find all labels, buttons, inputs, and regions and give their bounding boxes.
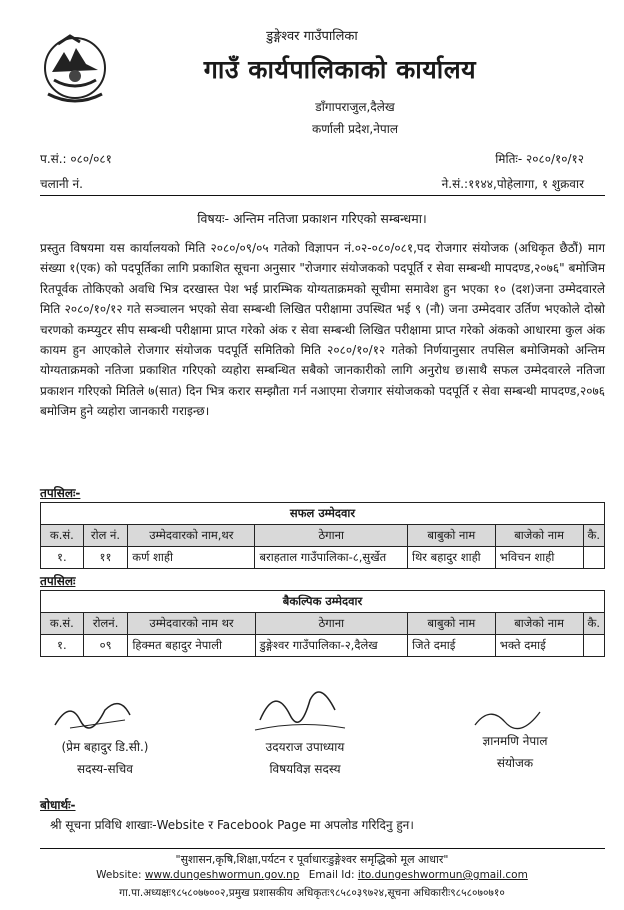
col-header: क.सं. <box>41 613 84 635</box>
cell-sn: १. <box>41 635 84 657</box>
cell-grandfather: भविचन शाही <box>495 547 583 569</box>
signatory-title-2: विषयविज्ञ सदस्य <box>269 762 341 776</box>
col-header: उम्मेदवारको नाम थर <box>128 613 255 635</box>
table-caption: बैकल्पिक उम्मेदवार <box>41 591 605 613</box>
header-divider <box>40 195 605 196</box>
footer-contact-line <box>0 869 624 881</box>
cell-address: बराहताल गाउँपालिका-८,सुर्खेत <box>255 547 408 569</box>
cell-grandfather: भक्ते दमाई <box>495 635 583 657</box>
col-header: रोल नं. <box>83 525 127 547</box>
cell-remarks <box>583 635 605 657</box>
col-header: ठेगाना <box>255 613 407 635</box>
cell-name: हिक्मत बहादुर नेपाली <box>128 635 255 657</box>
successful-candidate-table <box>40 502 605 569</box>
address-line-1: डाँगापराजुल,दैलेख <box>315 100 395 114</box>
date: मितिः- २०८०/१०/१२ <box>495 152 584 166</box>
table-row <box>41 547 605 569</box>
email-label: Email Id: <box>308 869 355 881</box>
table-caption: सफल उम्मेदवार <box>41 503 605 525</box>
cell-address: डुङ्गेश्वर गाउँपालिका-२,दैलेख <box>255 635 407 657</box>
email-link[interactable]: ito.dungeshwormun@gmail.com <box>357 869 528 881</box>
signature-scribble-1 <box>50 690 140 735</box>
address-line-2: कर्णाली प्रदेश,नेपाल <box>312 122 398 136</box>
signatory-name-1: (प्रेम बहादुर डि.सी.) <box>61 740 149 754</box>
signatory-title-1: सदस्य-सचिव <box>77 762 133 776</box>
body-paragraph: प्रस्तुत विषयमा यस कार्यालयको मिति २०८०/०९/०५ गतेको विज्ञापन नं.०२-०८०/०८१,पद रोजगार संयोजक (अधिकृत छैठौं) माग संख्या १(एक) को पदपूर्तिका लागि प्रकाशित सूचना अनुसार "रोजगार संयोजकको पदपूर्ति र सेवा सम्बन्धी मापदण्ड,२०७६" बमोजिम रितपूर्वक तोकिएको अवधि भित्र दरखास्त पेश भई प्रारम्भिक योग्यताक्रमको सूचीमा समावेश हुन भएका १० (दश)जना उम्मेदवारले मिति २०८०/१०/१२ गते सञ्चालन भएको सेवा सम्बन्धी लिखित परीक्षामा उपस्थित भई ९ (नौ) जना उम्मेदवार उर्तिण भएकोले दोस्रो चरणको कम्प्युटर सीप सम्बन्धी परीक्षामा प्राप्त गरेको अंक र सेवा सम्बन्धी लिखित परीक्षामा प्राप्त गरेको अंकको आधारमा कुल अंक कायम हुन आएकोले रोजगार संयोजक पदपूर्ति समितिको मिति २०८०/१०/१२ गतेको निर्णयानुसार तपसिल बमोजिमको अन्तिम योग्यताक्रमको नतिजा प्रकाशित गरिएको व्यहोरा सम्बन्धित सबैको जानकारीको लागि अनुरोध छ।साथै सफल उम्मेदवारले नतिजा प्रकाशन गरिएको मितिले ७(सात) दिन भित्र करार सम्झौता गर्न नआएमा रोजगार संयोजकको पदपूर्ति र सेवा सम्बन्धी मापदण्ड,२०७६ बमोजिम हुने व्यहोरा जानकारी गराइन्छ। <box>40 241 605 419</box>
website-label: Website: <box>96 869 142 881</box>
footer-slogan: "सुशासन,कृषि,शिक्षा,पर्यटन र पूर्वाधारःडुङ्गेश्वर समृद्धिको मूल आधार" <box>175 853 449 866</box>
col-header: बाजेको नाम <box>495 525 583 547</box>
table-row <box>41 635 605 657</box>
col-header: उम्मेदवारको नाम,थर <box>128 525 255 547</box>
subject-line: विषयः- अन्तिम नतिजा प्रकाशन गरिएको सम्बन्धमा। <box>197 211 427 226</box>
municipality-name: डुङ्गेश्वर गाउँपालिका <box>266 29 358 44</box>
nepal-sambat-date: ने.सं.:११४४,पोहेलागा, १ शुक्रवार <box>441 177 584 191</box>
footer-divider <box>40 848 605 849</box>
col-header: बाबुको नाम <box>408 613 496 635</box>
col-header: कै. <box>583 525 605 547</box>
col-header: बाबुको नाम <box>407 525 495 547</box>
col-header: ठेगाना <box>255 525 408 547</box>
bodhartha-line: श्री सूचना प्रविधि शाखाः-Website र Facebook Page मा अपलोड गरिदिनु हुन। <box>50 818 414 832</box>
letter-number: प.सं.: ०८०/०८१ <box>40 152 112 166</box>
cell-sn: १. <box>41 547 84 569</box>
col-header: रोलनं. <box>83 613 128 635</box>
signature-scribble-2 <box>250 680 350 740</box>
cell-father: जिते दमाई <box>408 635 496 657</box>
alternate-candidate-table <box>40 590 605 657</box>
office-title: गाउँ कार्यपालिकाको कार्यालय <box>203 55 477 84</box>
signature-scribble-3 <box>470 700 550 735</box>
signatory-title-3: संयोजक <box>496 756 534 770</box>
cell-roll: ०९ <box>83 635 128 657</box>
col-header: बाजेको नाम <box>495 613 583 635</box>
dispatch-number: चलानी नं. <box>40 177 83 191</box>
signatory-name-3: ज्ञानमणि नेपाल <box>482 734 548 748</box>
bodhartha-label: बोधार्थः- <box>40 798 76 812</box>
cell-father: थिर बहादुर शाही <box>407 547 495 569</box>
col-header: क.सं. <box>41 525 84 547</box>
tapasil-label-2: तपसिलः <box>40 574 76 588</box>
website-link[interactable]: www.dungeshwormun.gov.np <box>144 869 300 881</box>
signatory-name-2: उदयराज उपाध्याय <box>265 740 345 754</box>
tapasil-label-1: तपसिलः- <box>40 486 81 500</box>
cell-remarks <box>583 547 605 569</box>
col-header: कै. <box>583 613 605 635</box>
footer-phone-numbers: गा.पा.अध्यक्षः९८५८०७७००२,प्रमुख प्रशासकीय अधिकृतः९८५८०३९७२४,सूचना अधिकारीः९८५८०७०७१० <box>119 887 505 899</box>
cell-roll: ११ <box>83 547 127 569</box>
cell-name: कर्ण शाही <box>128 547 255 569</box>
